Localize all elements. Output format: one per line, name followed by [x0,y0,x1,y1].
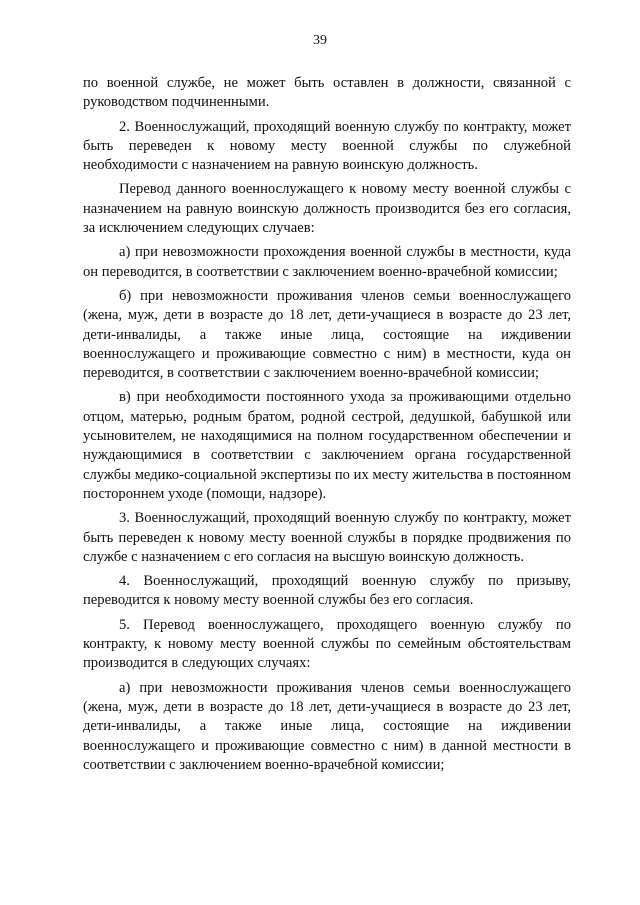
document-body [83,74,571,780]
paragraph-item-5: 5. Перевод военнослужащего, проходящего военную службу по контракту, к новому месту военной службы по семейным обстоятельствам производится в следующих случаях: [83,616,571,672]
paragraph-item-4: 4. Военнослужащий, проходящий военную службу по призыву, переводится к новому месту военной службы без его согласия. [83,573,571,609]
paragraph-subitem-v: в) при необходимости постоянного ухода за проживающими отдельно отцом, матерью, родным братом, родной сестрой, дедушкой, бабушкой или усыновителем, не находящимися на полном государственном обеспечении и нуждающимися в соответствии с заключением органа государственной службы медико-социальной экспертизы по их месту жительства в постоянном постороннем уходе (помощи, надзоре). [83,389,571,502]
page-number: 39 [313,33,327,48]
paragraph-item-2: 2. Военнослужащий, проходящий военную службу по контракту, может быть переведен к новому месту военной службы по служебной необходимости с назначением на равную воинскую должность. [83,118,571,174]
paragraph-continuation: по военной службе, не может быть оставлен в должности, связанной с руководством подчиненными. [83,75,571,111]
paragraph-item-3: 3. Военнослужащий, проходящий военную службу по контракту, может быть переведен к новому месту военной службы в порядке продвижения по службе с назначением с его согласия на высшую воинскую должность. [83,510,571,565]
paragraph-subitem-b: б) при невозможности проживания членов семьи военнослужащего (жена, муж, дети в возрасте до 18 лет, дети-учащиеся в возрасте до 23 лет, дети-инвалиды, а также иные лица, состоящие на иждивении военнослужащего и проживающие совместно с ним) в местности, куда он переводится, в соответствии с заключением военно-врачебной комиссии; [83,287,571,382]
paragraph-transfer-conditions: Перевод данного военнослужащего к новому месту военной службы с назначением на равную воинскую должность производится без его согласия, за исключением следующих случаев: [83,181,571,237]
paragraph-subitem-a: а) при невозможности прохождения военной службы в местности, куда он переводится, в соответствии с заключением военно-врачебной комиссии; [83,244,571,280]
paragraph-item-5-subitem-a: а) при невозможности проживания членов семьи военнослужащего (жена, муж, дети в возрасте до 18 лет, дети-учащиеся в возрасте до 23 лет, дети-инвалиды, а также иные лица, состоящие на иждивении военнослужащего и проживающие совместно с ним) в данной местности в соответствии с заключением военно-врачебной комиссии; [83,679,571,773]
